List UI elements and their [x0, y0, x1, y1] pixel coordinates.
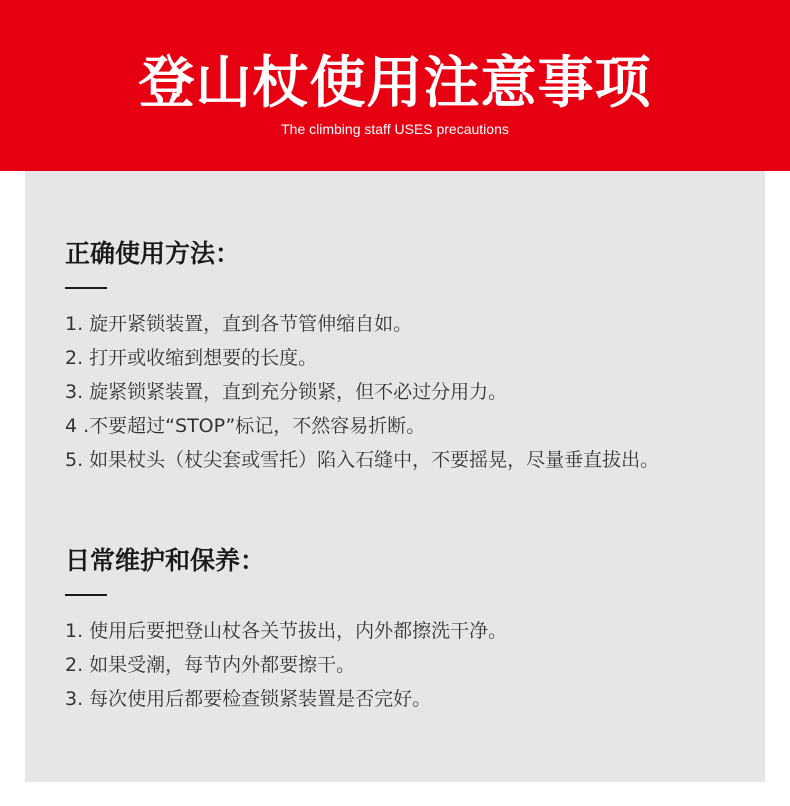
page-subtitle: The climbing staff USES precautions: [281, 121, 509, 137]
usage-heading-divider: [65, 287, 107, 289]
content-panel: [25, 171, 765, 782]
usage-heading: 正确使用方法：: [65, 239, 241, 268]
maintenance-item-3: 3. 每次使用后都要检查锁紧装置是否完好。: [65, 688, 432, 710]
usage-item-4: 4 .不要超过“STOP”标记，不然容易折断。: [65, 415, 426, 437]
maintenance-heading: 日常维护和保养：: [65, 546, 266, 575]
maintenance-list: [65, 614, 755, 716]
usage-item-2: 2. 打开或收缩到想要的长度。: [65, 347, 318, 369]
usage-item-1: 1. 旋开紧锁装置，直到各节管伸缩自如。: [65, 313, 413, 335]
usage-section: [65, 236, 755, 477]
usage-item-3: 3. 旋紧锁紧装置，直到充分锁紧，但不必过分用力。: [65, 381, 508, 403]
maintenance-section: [65, 543, 755, 716]
maintenance-item-2: 2. 如果受潮，每节内外都要擦干。: [65, 654, 356, 676]
page-title: 登山杖使用注意事项: [138, 51, 652, 116]
header-banner: [0, 0, 790, 171]
usage-list: [65, 307, 755, 477]
usage-item-5: 5. 如果杖头（杖尖套或雪托）陷入石缝中，不要摇晃，尽量垂直拔出。: [65, 449, 660, 471]
maintenance-item-1: 1. 使用后要把登山杖各关节拔出，内外都擦洗干净。: [65, 620, 508, 642]
maintenance-heading-divider: [65, 594, 107, 596]
